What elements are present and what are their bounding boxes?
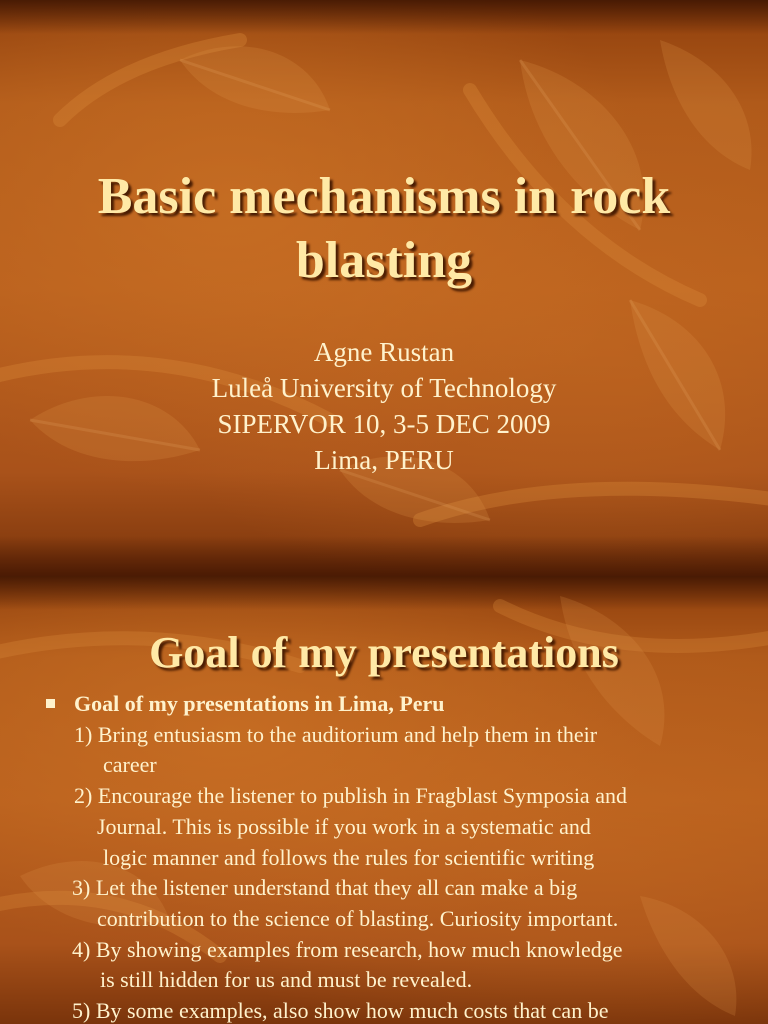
slide-title-heading [0, 165, 768, 293]
goals-bullet-list [46, 689, 746, 1024]
goal-line: 4) By showing examples from research, how much knowledge [72, 936, 623, 962]
author-affiliation: Luleå University of Technology [211, 373, 557, 403]
goal-line: 3) Let the listener understand that they all can make a big [72, 875, 578, 901]
goal-line: career [103, 752, 157, 778]
goal-line: contribution to the science of blasting. Curiosity important. [97, 905, 619, 931]
slide-subtitle [0, 334, 768, 478]
goal-line: Journal. This is possible if you work in a systematic and [97, 813, 591, 839]
slide-goals [0, 576, 768, 1024]
author-name: Agne Rustan [313, 337, 455, 367]
goal-line: 1) Bring entusiasm to the auditorium and help them in their [74, 721, 598, 747]
goal-line: 5) By some examples, also show how much costs that can be [72, 998, 609, 1024]
bullet-heading-text: Goal of my presentations in Lima, Peru [74, 691, 445, 716]
event-name: SIPERVOR 10, 3-5 DEC 2009 [217, 409, 551, 439]
goal-line: 2) Encourage the listener to publish in Fragblast Symposia and [74, 783, 627, 809]
bullet-item [46, 689, 746, 720]
event-location: Lima, PERU [314, 445, 454, 475]
slide-goals-heading: Goal of my presentations [149, 628, 619, 677]
goal-line: is still hidden for us and must be revealed. [100, 967, 473, 993]
title-line-2: blasting [295, 232, 473, 289]
title-line-1: Basic mechanisms in rock [97, 168, 671, 225]
square-bullet-icon [46, 699, 55, 708]
goal-line: logic manner and follows the rules for scientific writing [103, 844, 595, 870]
